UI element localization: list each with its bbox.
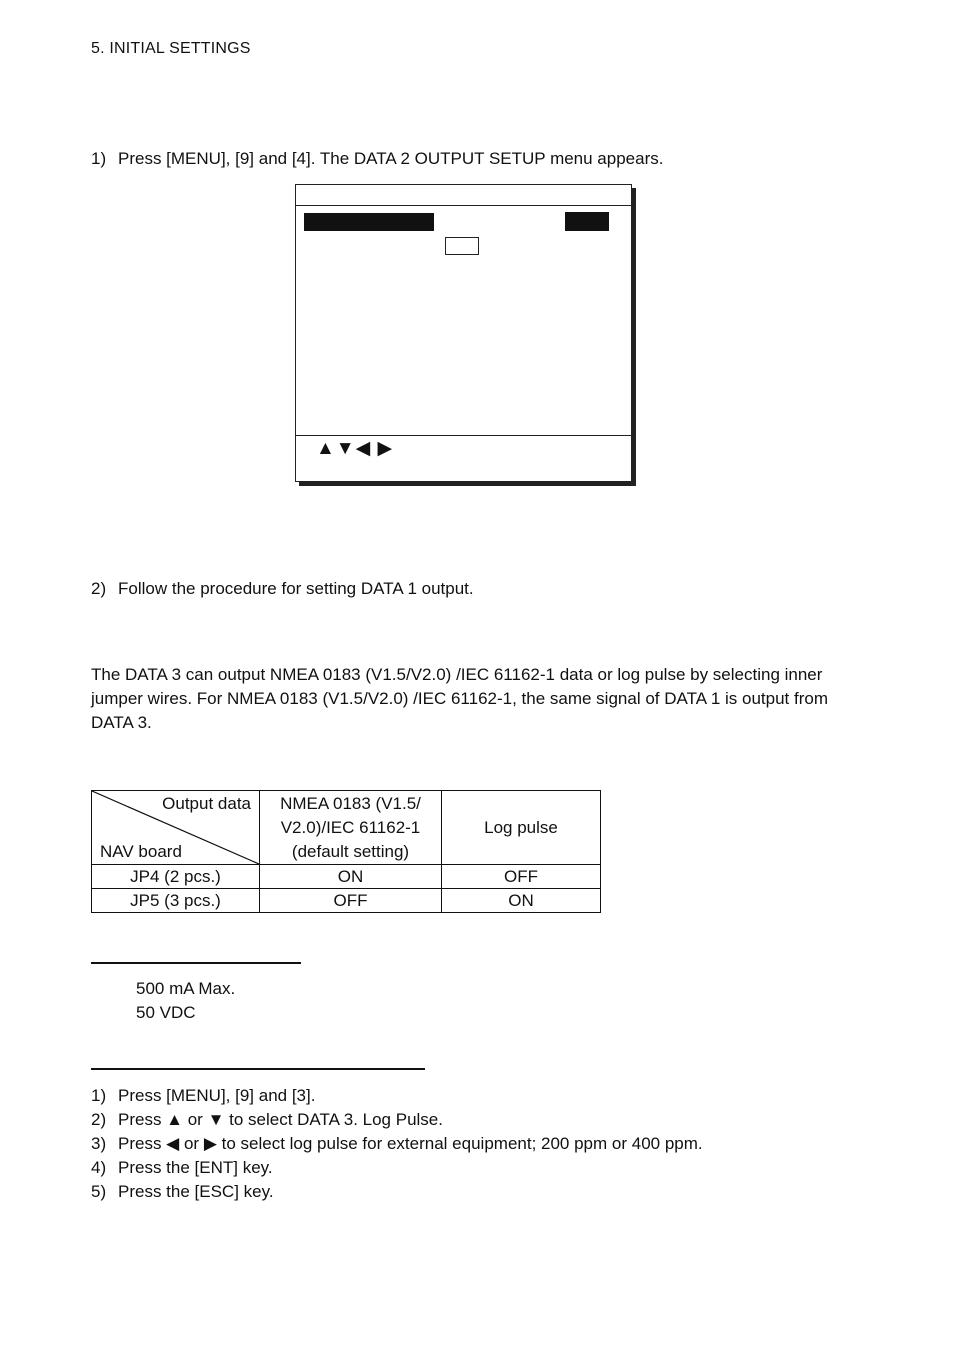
- table-header-row: [92, 791, 601, 865]
- step-text: Press [MENU], [9] and [3].: [118, 1086, 316, 1105]
- log-pulse-header-cell: Log pulse: [442, 791, 601, 865]
- section-rule: [91, 1068, 425, 1070]
- step-number: 2): [91, 1110, 107, 1129]
- menu-highlight-item: [304, 213, 434, 231]
- log-step: [91, 1182, 274, 1202]
- jumper-table: [91, 790, 601, 913]
- step-number: 1): [91, 1086, 107, 1105]
- step-data2-1: [91, 149, 663, 169]
- data2-output-setup-menu-illustration: [295, 184, 632, 482]
- nmea-header-line: V2.0)/IEC 61162-1: [280, 817, 421, 837]
- corner-bottom-label: NAV board: [100, 842, 182, 861]
- step-number: 3): [91, 1134, 107, 1153]
- menu-footer-divider: [296, 435, 631, 436]
- page-header: 5. INITIAL SETTINGS: [91, 40, 251, 57]
- log-cell: ON: [442, 889, 601, 913]
- nmea-cell: ON: [260, 865, 442, 889]
- menu-title-divider: [296, 205, 631, 206]
- menu-highlight-value: [565, 212, 609, 231]
- step-number: 4): [91, 1158, 107, 1177]
- data3-description: The DATA 3 can output NMEA 0183 (V1.5/V2.0) /IEC 61162-1 data or log pulse by selecting inner jumper wires. For NMEA 0183 (V1.5/V2.0) /IEC 61162-1, the same signal of DATA 1 is output from DATA 3.: [91, 665, 828, 732]
- nmea-header-line: (default setting): [291, 841, 410, 861]
- step-number: 5): [91, 1182, 107, 1201]
- step-number: 1): [91, 149, 107, 168]
- step-number: 2): [91, 579, 107, 598]
- spec-voltage: 50 VDC: [136, 1003, 196, 1022]
- step-data2-2: [91, 579, 474, 599]
- table-corner-cell: [92, 791, 260, 865]
- step-text: Follow the procedure for setting DATA 1 output.: [118, 579, 474, 598]
- log-cell: OFF: [442, 865, 601, 889]
- board-cell: JP4 (2 pcs.): [92, 865, 260, 889]
- table-row: [92, 889, 601, 913]
- log-step: [91, 1158, 273, 1178]
- arrow-keys-icon: ▲▼◀ ▶: [316, 438, 394, 459]
- step-text: Press the [ESC] key.: [118, 1182, 274, 1201]
- section-rule: [91, 962, 301, 964]
- corner-top-label: Output data: [162, 794, 251, 813]
- nmea-cell: OFF: [260, 889, 442, 913]
- spec-current: 500 mA Max.: [136, 979, 236, 998]
- nmea-header-line: NMEA 0183 (V1.5/: [280, 793, 421, 813]
- nmea-header-cell: [260, 791, 442, 865]
- board-cell: JP5 (3 pcs.): [92, 889, 260, 913]
- step-text: Press ◀ or ▶ to select log pulse for external equipment; 200 ppm or 400 ppm.: [118, 1134, 703, 1153]
- step-text: Press the [ENT] key.: [118, 1158, 273, 1177]
- menu-selection-box: [445, 237, 479, 255]
- log-step: [91, 1134, 703, 1154]
- table-row: [92, 865, 601, 889]
- step-text: Press [MENU], [9] and [4]. The DATA 2 OUTPUT SETUP menu appears.: [118, 149, 664, 168]
- log-step: [91, 1086, 315, 1106]
- log-step: [91, 1110, 443, 1130]
- step-text: Press ▲ or ▼ to select DATA 3. Log Pulse.: [118, 1110, 443, 1129]
